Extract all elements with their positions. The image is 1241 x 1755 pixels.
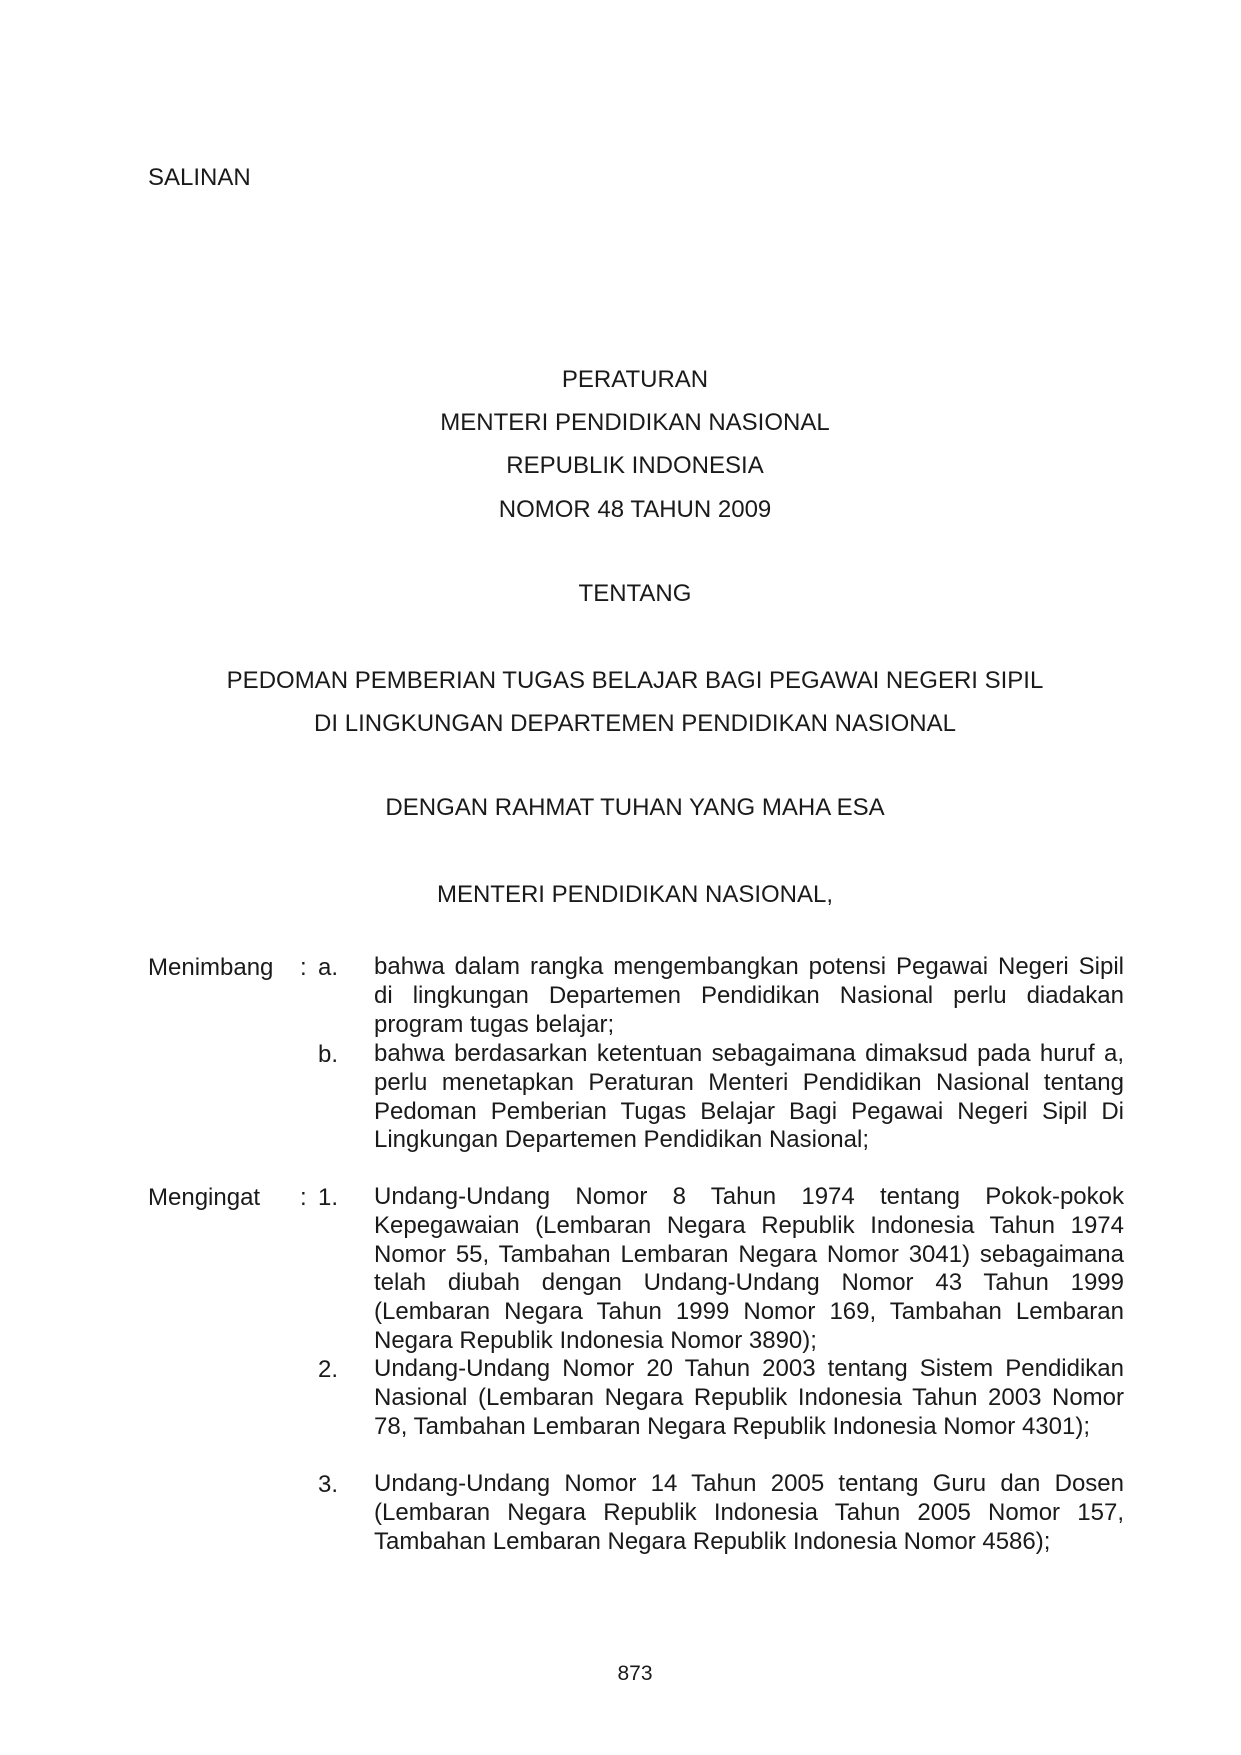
menimbang-marker-b: b. [317,1041,338,1068]
menimbang-text-b: bahwa berdasarkan ketentuan sebagaimana dimaksud pada huruf a, perlu menetapkan Peraturan Menteri Pendidikan Nasional tentang Pedoman Pemberian Tugas Belajar Bagi Pegawai Negeri Sipil Di Lingkungan Departemen Pendidikan Nasional; [374,1040,1124,1154]
mengingat-marker-1: 1. [317,1184,338,1211]
mengingat-colon: : [300,1184,307,1211]
mengingat-text-3: Undang-Undang Nomor 14 Tahun 2005 tentang Guru dan Dosen (Lembaran Negara Republik Indonesia Tahun 2005 Nomor 157, Tambahan Lembaran Negara Republik Indonesia Nomor 4586); [374,1470,1124,1555]
mengingat-marker-2: 2. [317,1356,338,1383]
subject-line-2: DI LINGKUNGAN DEPARTEMEN PENDIDIKAN NASIONAL [314,710,956,737]
authority: MENTERI PENDIDIKAN NASIONAL, [436,881,834,908]
subject-line-1: PEDOMAN PEMBERIAN TUGAS BELAJAR BAGI PEGAWAI NEGERI SIPIL [226,667,1044,694]
heading-republic: REPUBLIK INDONESIA [506,452,764,479]
mengingat-label: Mengingat [148,1184,261,1211]
menimbang-colon: : [300,954,307,981]
menimbang-marker-a: a. [317,954,338,981]
mengingat-marker-3: 3. [317,1471,338,1498]
mengingat-text-1: Undang-Undang Nomor 8 Tahun 1974 tentang Pokok-pokok Kepegawaian (Lembaran Negara Republik Indonesia Tahun 1974 Nomor 55, Tambahan Lembaran Negara Nomor 3041) sebagaimana telah diubah dengan Undang-Undang Nomor 43 Tahun 1999 (Lembaran Negara Tahun 1999 Nomor 169, Tambahan Lembaran Negara Republik Indonesia Nomor 3890); [374,1183,1124,1354]
heading-number: NOMOR 48 TAHUN 2009 [498,496,772,523]
copy-mark: SALINAN [148,164,251,191]
invocation: DENGAN RAHMAT TUHAN YANG MAHA ESA [385,794,885,821]
heading-minister: MENTERI PENDIDIKAN NASIONAL [440,409,830,436]
page-number: 873 [617,1662,653,1685]
heading-regulation: PERATURAN [561,366,709,393]
heading-about: TENTANG [578,580,692,607]
menimbang-label: Menimbang [148,954,274,981]
mengingat-text-2: Undang-Undang Nomor 20 Tahun 2003 tentang Sistem Pendidikan Nasional (Lembaran Negara Republik Indonesia Tahun 2003 Nomor 78, Tambahan Lembaran Negara Republik Indonesia Nomor 4301); [374,1355,1124,1440]
menimbang-text-a: bahwa dalam rangka mengembangkan potensi Pegawai Negeri Sipil di lingkungan Departemen Pendidikan Nasional perlu diadakan program tugas belajar; [374,953,1124,1038]
